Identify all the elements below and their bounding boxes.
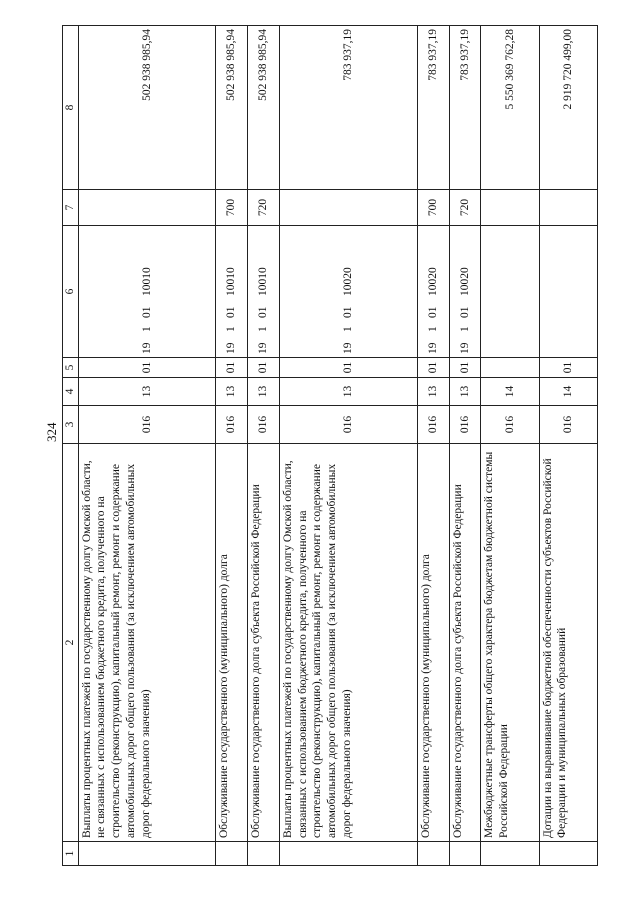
row-number-cell: [78, 842, 216, 866]
subsection-code-cell: 01: [280, 358, 418, 378]
table-row: [280, 26, 418, 866]
section-code-cell: 14: [481, 378, 539, 406]
column-header: 5: [63, 358, 79, 378]
column-header: 2: [63, 444, 79, 842]
section-code-cell: 14: [539, 378, 597, 406]
subsection-code-cell: 01: [248, 358, 280, 378]
expense-type-cell: [78, 190, 216, 226]
target-article-part: 01: [140, 306, 153, 318]
row-number-cell: [248, 842, 280, 866]
ministry-code-cell: 016: [248, 406, 280, 444]
table-row: [216, 26, 248, 866]
expense-type-cell: 700: [216, 190, 248, 226]
target-article-part: 01: [342, 306, 354, 318]
target-article-part: 1: [140, 326, 153, 332]
ministry-code-cell: 016: [449, 406, 481, 444]
table-row: [78, 26, 216, 866]
target-article-part: 1: [458, 326, 471, 332]
target-article-part: 10020: [342, 267, 354, 296]
subsection-code-cell: 01: [78, 358, 216, 378]
target-article-part: 1: [257, 326, 270, 332]
expense-type-cell: 720: [248, 190, 280, 226]
section-code-cell: 13: [248, 378, 280, 406]
section-code-cell: 13: [216, 378, 248, 406]
expense-type-cell: 700: [417, 190, 449, 226]
amount-cell: 783 937,19: [417, 26, 449, 190]
ministry-code-cell: 016: [280, 406, 418, 444]
row-number-cell: [417, 842, 449, 866]
target-article-cell: [280, 226, 418, 358]
column-header: 7: [63, 190, 79, 226]
column-header: 4: [63, 378, 79, 406]
ministry-code-cell: 016: [539, 406, 597, 444]
row-number-cell: [216, 842, 248, 866]
target-article-cell: [216, 226, 248, 358]
ministry-code-cell: 016: [481, 406, 539, 444]
expense-type-cell: [539, 190, 597, 226]
rotated-table-container: [62, 26, 598, 866]
table-row: [417, 26, 449, 866]
subsection-code-cell: 01: [449, 358, 481, 378]
amount-cell: 5 550 369 762,28: [481, 26, 539, 190]
amount-cell: 502 938 985,94: [248, 26, 280, 190]
target-article-cell: [248, 226, 280, 358]
subsection-code-cell: 01: [417, 358, 449, 378]
row-name-cell: Обслуживание государственного долга субъекта Российской Федерации: [449, 444, 481, 842]
target-article-part: 19: [257, 342, 270, 354]
row-name-cell: Выплаты процентных платежей по государственному долгу Омской области, не связанных с использованием бюджетного кредита, полученного на строительство (реконструкцию), капитальный ремонт, ремонт и содержание автомобильных дорог общего пользования (за исключением автомобильных дорог федерального значения): [78, 444, 216, 842]
expense-type-cell: 720: [449, 190, 481, 226]
subsection-code-cell: 01: [216, 358, 248, 378]
expense-type-cell: [280, 190, 418, 226]
row-name-cell: Обслуживание государственного долга субъекта Российской Федерации: [248, 444, 280, 842]
row-number-cell: [539, 842, 597, 866]
target-article-part: 19: [140, 342, 153, 354]
target-article-part: 10010: [225, 267, 238, 296]
header-row: [63, 26, 79, 866]
row-name-cell: Обслуживание государственного (муниципального) долга: [417, 444, 449, 842]
ministry-code-cell: 016: [216, 406, 248, 444]
table-row: [248, 26, 280, 866]
target-article-part: 19: [426, 342, 439, 354]
target-article-part: 19: [225, 342, 238, 354]
target-article-part: 10010: [140, 267, 153, 296]
expense-type-cell: [481, 190, 539, 226]
target-article-part: 10020: [458, 267, 471, 296]
target-article-part: 10020: [426, 267, 439, 296]
subsection-code-cell: 01: [539, 358, 597, 378]
target-article-cell: [539, 226, 597, 358]
row-number-cell: [449, 842, 481, 866]
column-header: 8: [63, 26, 79, 190]
column-header: 3: [63, 406, 79, 444]
row-number-cell: [481, 842, 539, 866]
target-article-cell: [417, 226, 449, 358]
table-row: [481, 26, 539, 866]
row-name-cell: Дотации на выравнивание бюджетной обеспеченности субъектов Российской Федерации и муниципальных образований: [539, 444, 597, 842]
amount-cell: 502 938 985,94: [78, 26, 216, 190]
section-code-cell: 13: [417, 378, 449, 406]
target-article-part: 19: [458, 342, 471, 354]
target-article-part: 10010: [257, 267, 270, 296]
target-article-part: 01: [426, 306, 439, 318]
column-header: 6: [63, 226, 79, 358]
amount-cell: 783 937,19: [449, 26, 481, 190]
amount-cell: 2 919 720 499,00: [539, 26, 597, 190]
target-article-part: 1: [342, 326, 354, 332]
table-row: [449, 26, 481, 866]
page-number: 324: [44, 422, 59, 442]
target-article-part: 1: [426, 326, 439, 332]
section-code-cell: 13: [449, 378, 481, 406]
column-header: 1: [63, 842, 79, 866]
budget-table: [62, 25, 598, 866]
row-name-cell: Выплаты процентных платежей по государственному долгу Омской области, связанных с использованием бюджетного кредита, полученного на строительство (реконструкцию), капитальный ремонт, ремонт и содержание автомобильных дорог общего пользования (за исключением автомобильных дорог федерального значения): [280, 444, 418, 842]
target-article-cell: [481, 226, 539, 358]
ministry-code-cell: 016: [78, 406, 216, 444]
row-name-cell: Межбюджетные трансферты общего характера бюджетам бюджетной системы Российской Федерации: [481, 444, 539, 842]
target-article-part: 01: [257, 306, 270, 318]
target-article-cell: [78, 226, 216, 358]
amount-cell: 502 938 985,94: [216, 26, 248, 190]
ministry-code-cell: 016: [417, 406, 449, 444]
section-code-cell: 13: [280, 378, 418, 406]
table-row: [539, 26, 597, 866]
amount-cell: 783 937,19: [280, 26, 418, 190]
row-name-cell: Обслуживание государственного (муниципального) долга: [216, 444, 248, 842]
target-article-part: 1: [225, 326, 238, 332]
section-code-cell: 13: [78, 378, 216, 406]
target-article-part: 01: [458, 306, 471, 318]
subsection-code-cell: [481, 358, 539, 378]
row-number-cell: [280, 842, 418, 866]
target-article-cell: [449, 226, 481, 358]
target-article-part: 01: [225, 306, 238, 318]
target-article-part: 19: [342, 342, 354, 354]
